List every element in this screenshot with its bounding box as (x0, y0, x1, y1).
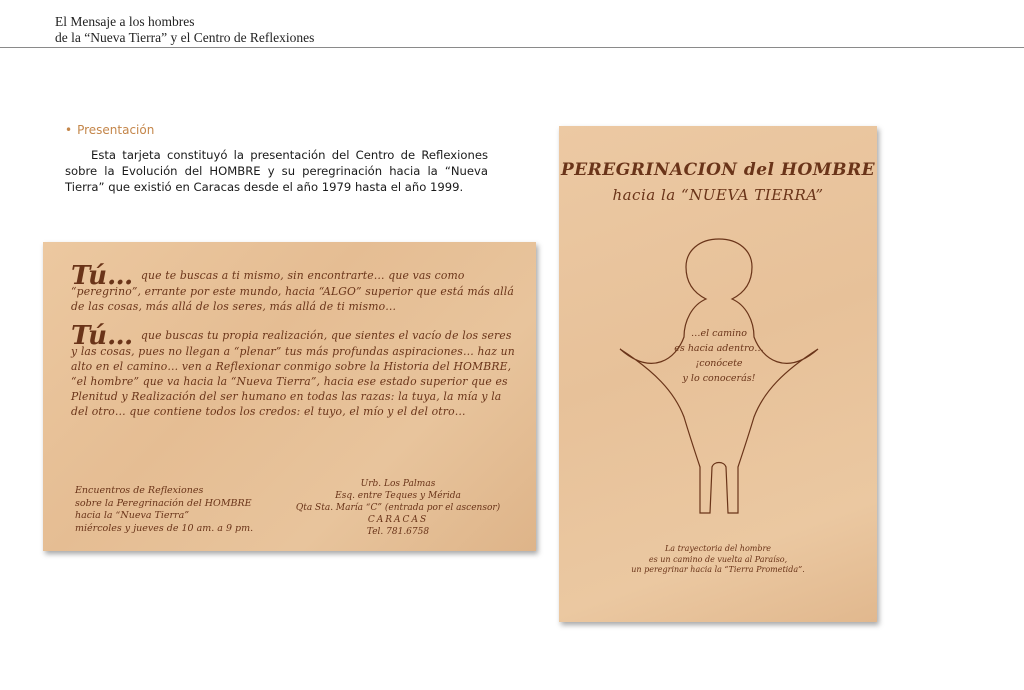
section-heading (65, 123, 154, 137)
figure-inner-text (644, 326, 794, 386)
address-line: Tel. 781.6758 (366, 527, 430, 537)
card-footer-left (75, 485, 253, 535)
bullet-icon: • (65, 123, 73, 137)
address-line: Esq. entre Teques y Mérida (335, 491, 461, 501)
card-p1-lead: Tú… (71, 261, 134, 291)
footer-left-line: hacia la “Nueva Tierra” (75, 510, 190, 521)
presentation-card-back (559, 126, 877, 622)
card-title-line-1: PEREGRINACION del HOMBRE (560, 160, 876, 180)
address-line: Urb. Los Palmas (360, 479, 436, 489)
card-p2-text: que buscas tu propia realización, que sientes el vacío de los seres y las cosas, pues no llegan a “plenar” tus más profundas aspiraciones… haz un alto en el camino… ven a Reflexionar conmigo sobre la Historia del HOMBRE, “el hombre” que va hacia la “Nueva Tierra”, hacia ese estado superior que es Plenitud y Realización del ser humano en todas las razas: la tuya, la mía y la del otro… que contiene todos los credos: el tuyo, el mío y el del otro… (71, 329, 515, 418)
card-footer-address (293, 478, 503, 538)
running-header (55, 14, 314, 45)
figure-text-line: …el camino (690, 328, 748, 339)
intro-paragraph (65, 147, 488, 195)
card-bottom-caption (599, 544, 837, 576)
figure-text-line: ¡conócete (695, 358, 743, 369)
figure-text-line: es hacia adentro… (674, 343, 764, 354)
card-p2-lead: Tú… (71, 321, 134, 351)
card-title-line-2: hacia la “NUEVA TIERRA” (612, 186, 824, 204)
address-line: CARACAS (367, 515, 429, 525)
figure-text-line: y lo conocerás! (682, 373, 756, 384)
address-line: Qta Sta. María “C” (entrada por el ascensor) (295, 503, 501, 513)
caption-line: La trayectoria del hombre (664, 544, 772, 553)
caption-line: un peregrinar hacia la “Tierra Prometida”. (631, 565, 805, 574)
caption-line: es un camino de vuelta al Paraíso, (648, 554, 788, 564)
intro-text: Esta tarjeta constituyó la presentación del Centro de Reflexiones sobre la Evolución del HOMBRE y su peregrinación hacia la “Nueva Tierra” que existió en Caracas desde el año 1979 hasta el año 1999. (65, 148, 488, 194)
header-line-1: El Mensaje a los hombres (55, 14, 195, 29)
footer-left-line: sobre la Peregrinación del HOMBRE (75, 497, 252, 509)
section-title: Presentación (77, 123, 155, 137)
presentation-card-front (43, 242, 536, 551)
card-p1-text: que te buscas a ti mismo, sin encontrarte… que vas como “peregrino”, errante por este mundo, hacia “ALGO” superior que está más allá de las cosas, más allá de los seres, más allá de ti mismo… (71, 269, 514, 313)
card-paragraph-1 (71, 261, 517, 314)
card-paragraph-2 (71, 321, 517, 419)
footer-left-line: Encuentros de Reflexiones (75, 485, 204, 496)
header-line-2: de la “Nueva Tierra” y el Centro de Reflexiones (55, 29, 315, 45)
header-divider (0, 47, 1024, 48)
footer-left-line: miércoles y jueves de 10 am. a 9 pm. (75, 522, 254, 534)
